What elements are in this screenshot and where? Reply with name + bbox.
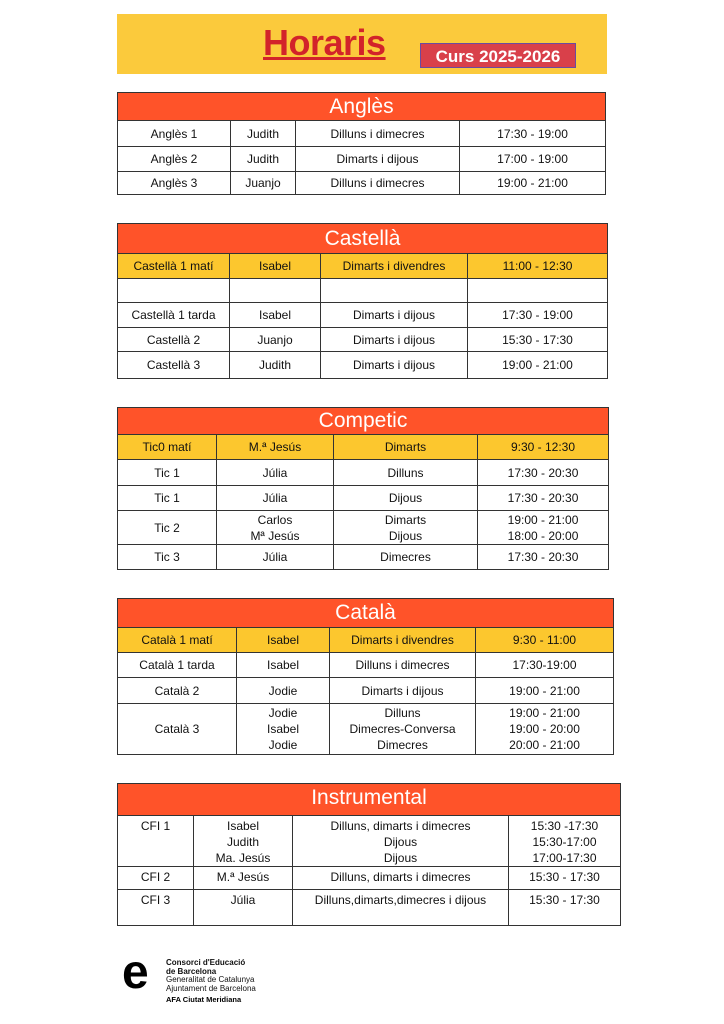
group-cell: Català 3 bbox=[118, 704, 237, 755]
teacher-cell: Jodie bbox=[237, 678, 330, 704]
group-cell: Català 1 matí bbox=[118, 628, 237, 653]
group-cell: Anglès 2 bbox=[118, 147, 231, 172]
days-cell: Dimarts i divendres bbox=[330, 628, 476, 653]
table-row bbox=[118, 147, 606, 172]
course-badge: Curs 2025-2026 bbox=[420, 43, 576, 68]
table-row bbox=[118, 511, 609, 545]
days-cell: Dilluns i dimecres bbox=[296, 121, 460, 147]
table-row bbox=[118, 867, 621, 890]
teacher-cell bbox=[230, 279, 321, 303]
time-cell bbox=[468, 279, 608, 303]
group-cell: Castellà 1 tarda bbox=[118, 303, 230, 328]
group-cell: Tic0 matí bbox=[118, 435, 217, 460]
days-cell: Dimarts i dijous bbox=[296, 147, 460, 172]
org-sub2: Ajuntament de Barcelona bbox=[166, 983, 256, 993]
days-cell bbox=[321, 279, 468, 303]
teacher-cell: Júlia bbox=[194, 890, 293, 926]
schedule-table-0 bbox=[117, 92, 606, 195]
time-cell: 19:00 - 21:00 bbox=[468, 352, 608, 379]
group-cell: Castellà 3 bbox=[118, 352, 230, 379]
time-cell: 15:30 - 17:30 bbox=[509, 890, 621, 926]
time-cell: 17:30 - 20:30 bbox=[478, 545, 609, 570]
time-cell: 9:30 - 12:30 bbox=[478, 435, 609, 460]
days-cell: Dimecres bbox=[334, 545, 478, 570]
teacher-cell: Isabel Judith Ma. Jesús bbox=[194, 816, 293, 867]
group-cell: CFI 1 bbox=[118, 816, 194, 867]
days-cell: Dilluns i dimecres bbox=[296, 172, 460, 195]
days-cell: Dilluns, dimarts i dimecres Dijous Dijous bbox=[293, 816, 509, 867]
org-name-line2: de Barcelona bbox=[166, 966, 217, 976]
time-cell: 9:30 - 11:00 bbox=[476, 628, 614, 653]
table-row bbox=[118, 678, 614, 704]
group-cell: Castellà 2 bbox=[118, 328, 230, 352]
time-cell: 17:30 - 20:30 bbox=[478, 460, 609, 486]
days-cell: Dimarts i dijous bbox=[330, 678, 476, 704]
schedule-table-4 bbox=[117, 783, 621, 926]
teacher-cell: Júlia bbox=[217, 460, 334, 486]
time-cell: 11:00 - 12:30 bbox=[468, 254, 608, 279]
time-cell: 19:00 - 21:00 18:00 - 20:00 bbox=[478, 511, 609, 545]
time-cell: 15:30 - 17:30 bbox=[509, 867, 621, 890]
teacher-cell: Isabel bbox=[230, 254, 321, 279]
days-cell: Dilluns,dimarts,dimecres i dijous bbox=[293, 890, 509, 926]
time-cell: 17:30-19:00 bbox=[476, 653, 614, 678]
teacher-cell: Juanjo bbox=[230, 328, 321, 352]
days-cell: Dimarts i dijous bbox=[321, 328, 468, 352]
time-cell: 19:00 - 21:00 bbox=[460, 172, 606, 195]
table-row bbox=[118, 172, 606, 195]
teacher-cell: Judith bbox=[231, 147, 296, 172]
days-cell: Dimarts bbox=[334, 435, 478, 460]
teacher-cell: Juanjo bbox=[231, 172, 296, 195]
days-cell: Dilluns bbox=[334, 460, 478, 486]
teacher-cell: Isabel bbox=[237, 628, 330, 653]
table-title: Competic bbox=[118, 408, 609, 435]
group-cell bbox=[118, 279, 230, 303]
schedule-table-2 bbox=[117, 407, 609, 570]
group-cell: Tic 1 bbox=[118, 486, 217, 511]
time-cell: 17:30 - 19:00 bbox=[460, 121, 606, 147]
group-cell: CFI 2 bbox=[118, 867, 194, 890]
table-title: Castellà bbox=[118, 224, 608, 254]
days-cell: Dijous bbox=[334, 486, 478, 511]
days-cell: Dimarts i divendres bbox=[321, 254, 468, 279]
days-cell: Dilluns, dimarts i dimecres bbox=[293, 867, 509, 890]
consorci-e-icon: e bbox=[122, 946, 149, 999]
time-cell: 15:30 -17:30 15:30-17:00 17:00-17:30 bbox=[509, 816, 621, 867]
time-cell: 19:00 - 21:00 bbox=[476, 678, 614, 704]
table-row bbox=[118, 435, 609, 460]
table-row bbox=[118, 279, 608, 303]
table-row bbox=[118, 653, 614, 678]
group-cell: Castellà 1 matí bbox=[118, 254, 230, 279]
teacher-cell: Júlia bbox=[217, 545, 334, 570]
days-cell: Dilluns Dimecres-Conversa Dimecres bbox=[330, 704, 476, 755]
table-row bbox=[118, 303, 608, 328]
table-title: Instrumental bbox=[118, 784, 621, 816]
table-row bbox=[118, 890, 621, 926]
days-cell: Dimarts i dijous bbox=[321, 352, 468, 379]
table-row bbox=[118, 121, 606, 147]
days-cell: Dimarts i dijous bbox=[321, 303, 468, 328]
group-cell: Català 2 bbox=[118, 678, 237, 704]
schedule-table-3 bbox=[117, 598, 614, 755]
group-cell: Tic 1 bbox=[118, 460, 217, 486]
table-row bbox=[118, 545, 609, 570]
page-title: Horaris bbox=[263, 22, 386, 63]
table-row bbox=[118, 704, 614, 755]
group-cell: Català 1 tarda bbox=[118, 653, 237, 678]
teacher-cell: Isabel bbox=[237, 653, 330, 678]
org-sub1: Generalitat de Catalunya bbox=[166, 975, 255, 984]
teacher-cell: Júlia bbox=[217, 486, 334, 511]
teacher-cell: M.ª Jesús bbox=[194, 867, 293, 890]
table-title: Anglès bbox=[118, 93, 606, 121]
time-cell: 19:00 - 21:00 19:00 - 20:00 20:00 - 21:00 bbox=[476, 704, 614, 755]
time-cell: 17:30 - 20:30 bbox=[478, 486, 609, 511]
teacher-cell: Isabel bbox=[230, 303, 321, 328]
time-cell: 17:30 - 19:00 bbox=[468, 303, 608, 328]
time-cell: 17:00 - 19:00 bbox=[460, 147, 606, 172]
teacher-cell: Judith bbox=[231, 121, 296, 147]
schedule-table-1 bbox=[117, 223, 608, 379]
teacher-cell: M.ª Jesús bbox=[217, 435, 334, 460]
teacher-cell: Jodie Isabel Jodie bbox=[237, 704, 330, 755]
group-cell: Tic 3 bbox=[118, 545, 217, 570]
teacher-cell: Carlos Mª Jesús bbox=[217, 511, 334, 545]
table-row bbox=[118, 816, 621, 867]
group-cell: Anglès 3 bbox=[118, 172, 231, 195]
table-row bbox=[118, 460, 609, 486]
afa-name: AFA Ciutat Meridiana bbox=[166, 995, 242, 1004]
time-cell: 15:30 - 17:30 bbox=[468, 328, 608, 352]
group-cell: CFI 3 bbox=[118, 890, 194, 926]
table-row bbox=[118, 254, 608, 279]
teacher-cell: Judith bbox=[230, 352, 321, 379]
table-row bbox=[118, 328, 608, 352]
table-row bbox=[118, 352, 608, 379]
org-name-line1: Consorci d'Educació bbox=[166, 958, 246, 967]
table-title: Català bbox=[118, 599, 614, 628]
group-cell: Tic 2 bbox=[118, 511, 217, 545]
days-cell: Dimarts Dijous bbox=[334, 511, 478, 545]
table-row bbox=[118, 628, 614, 653]
days-cell: Dilluns i dimecres bbox=[330, 653, 476, 678]
table-row bbox=[118, 486, 609, 511]
group-cell: Anglès 1 bbox=[118, 121, 231, 147]
